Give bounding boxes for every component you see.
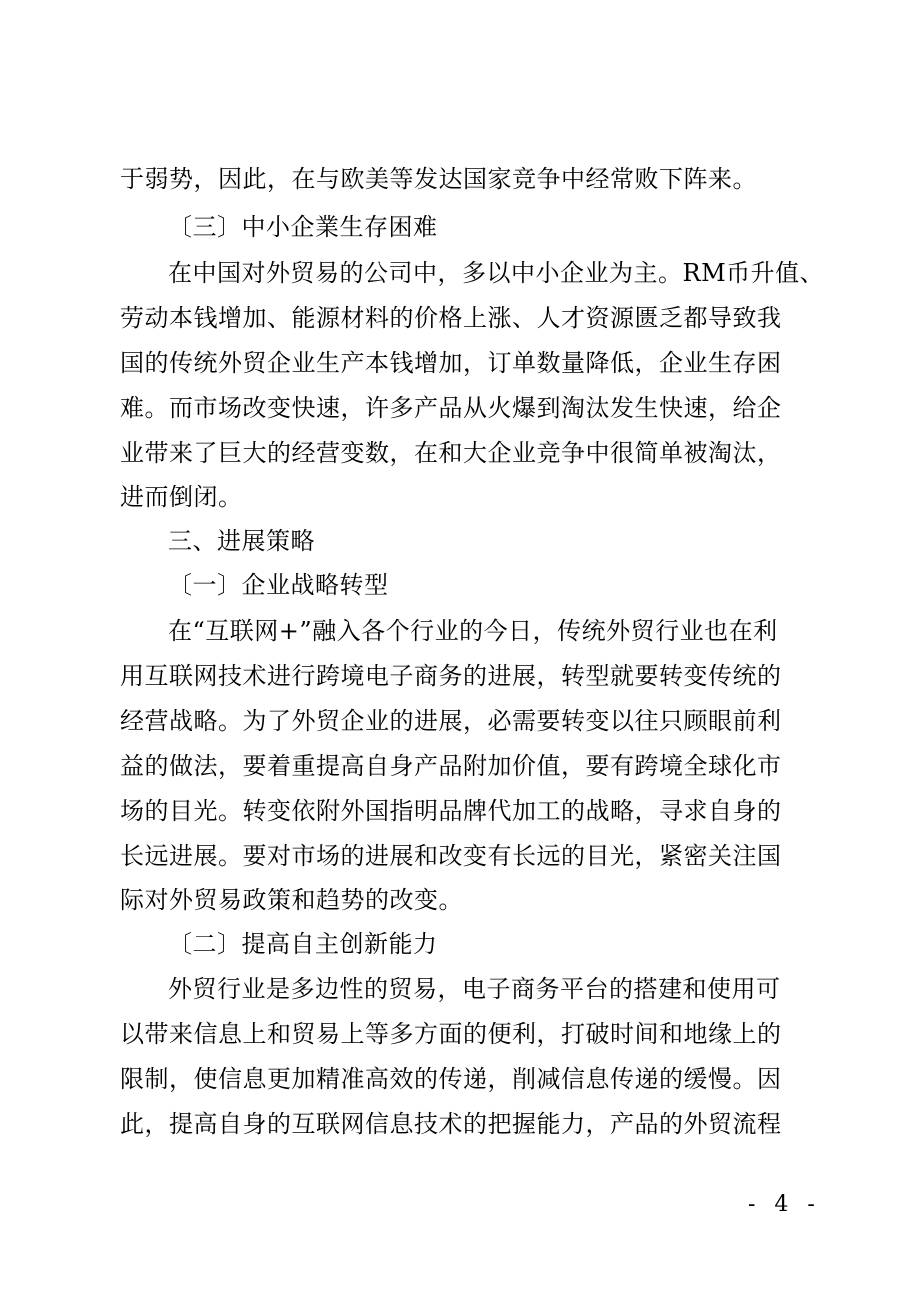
- page-number: - 4 -: [748, 1192, 821, 1217]
- text-line-3: 在中国对外贸易的公司中，多以中小企业为主。RM币升值、: [168, 259, 825, 287]
- subheading-3: 〔三〕中小企業生存困难: [168, 213, 438, 241]
- subheading-2: 〔二〕提高自主创新能力: [168, 930, 438, 958]
- text-line-19: 外贸行业是多边性的贸易，电子商务平台的搭建和使用可: [168, 975, 781, 1003]
- section-heading-3: 三、进展策略: [168, 527, 315, 555]
- subheading-1: 〔一〕企业战略转型: [168, 571, 389, 599]
- text-line-22: 此，提高自身的互联网信息技术的把握能力，产品的外贸流程: [120, 1110, 782, 1138]
- text-line-20: 以带来信息上和贸易上等多方面的便利，打破时间和地缘上的: [120, 1020, 782, 1048]
- text-line-4: 劳动本钱增加、能源材料的价格上涨、人才资源匮乏都导致我: [120, 304, 782, 332]
- text-line-8: 进而倒闭。: [120, 483, 243, 511]
- text-line-14: 益的做法，要着重提高自身产品附加价值，要有跨境全球化市: [120, 752, 782, 780]
- text-line-17: 际对外贸易政策和趋势的改变。: [120, 886, 463, 914]
- text-line-13: 经营战略。为了外贸企业的进展，必需要转变以往只顾眼前利: [120, 707, 782, 735]
- text-line-16: 长远进展。要对市场的进展和改变有长远的目光，紧密关注国: [120, 842, 782, 870]
- text-line-5: 国的传统外贸企业生产本钱增加，订单数量降低，企业生存困: [120, 349, 782, 377]
- text-line-6: 难。而市场改变快速，许多产品从火爆到淘汰发生快速，给企: [120, 394, 782, 422]
- text-line-12: 用互联网技术进行跨境电子商务的进展，转型就要转变传统的: [120, 662, 782, 690]
- text-line-11: 在“互联网+”融入各个行业的今日，传统外贸行业也在利: [168, 617, 778, 645]
- text-line-1: 于弱势，因此，在与欧美等发达国家竞争中经常败下阵来。: [120, 165, 757, 193]
- text-line-21: 限制，使信息更加精准高效的传递，削减信息传递的缓慢。因: [120, 1065, 782, 1093]
- text-line-7: 业带来了巨大的经营变数，在和大企业竞争中很简单被淘汰，: [120, 439, 782, 467]
- text-line-15: 场的目光。转变依附外国指明品牌代加工的战略，寻求自身的: [120, 797, 782, 825]
